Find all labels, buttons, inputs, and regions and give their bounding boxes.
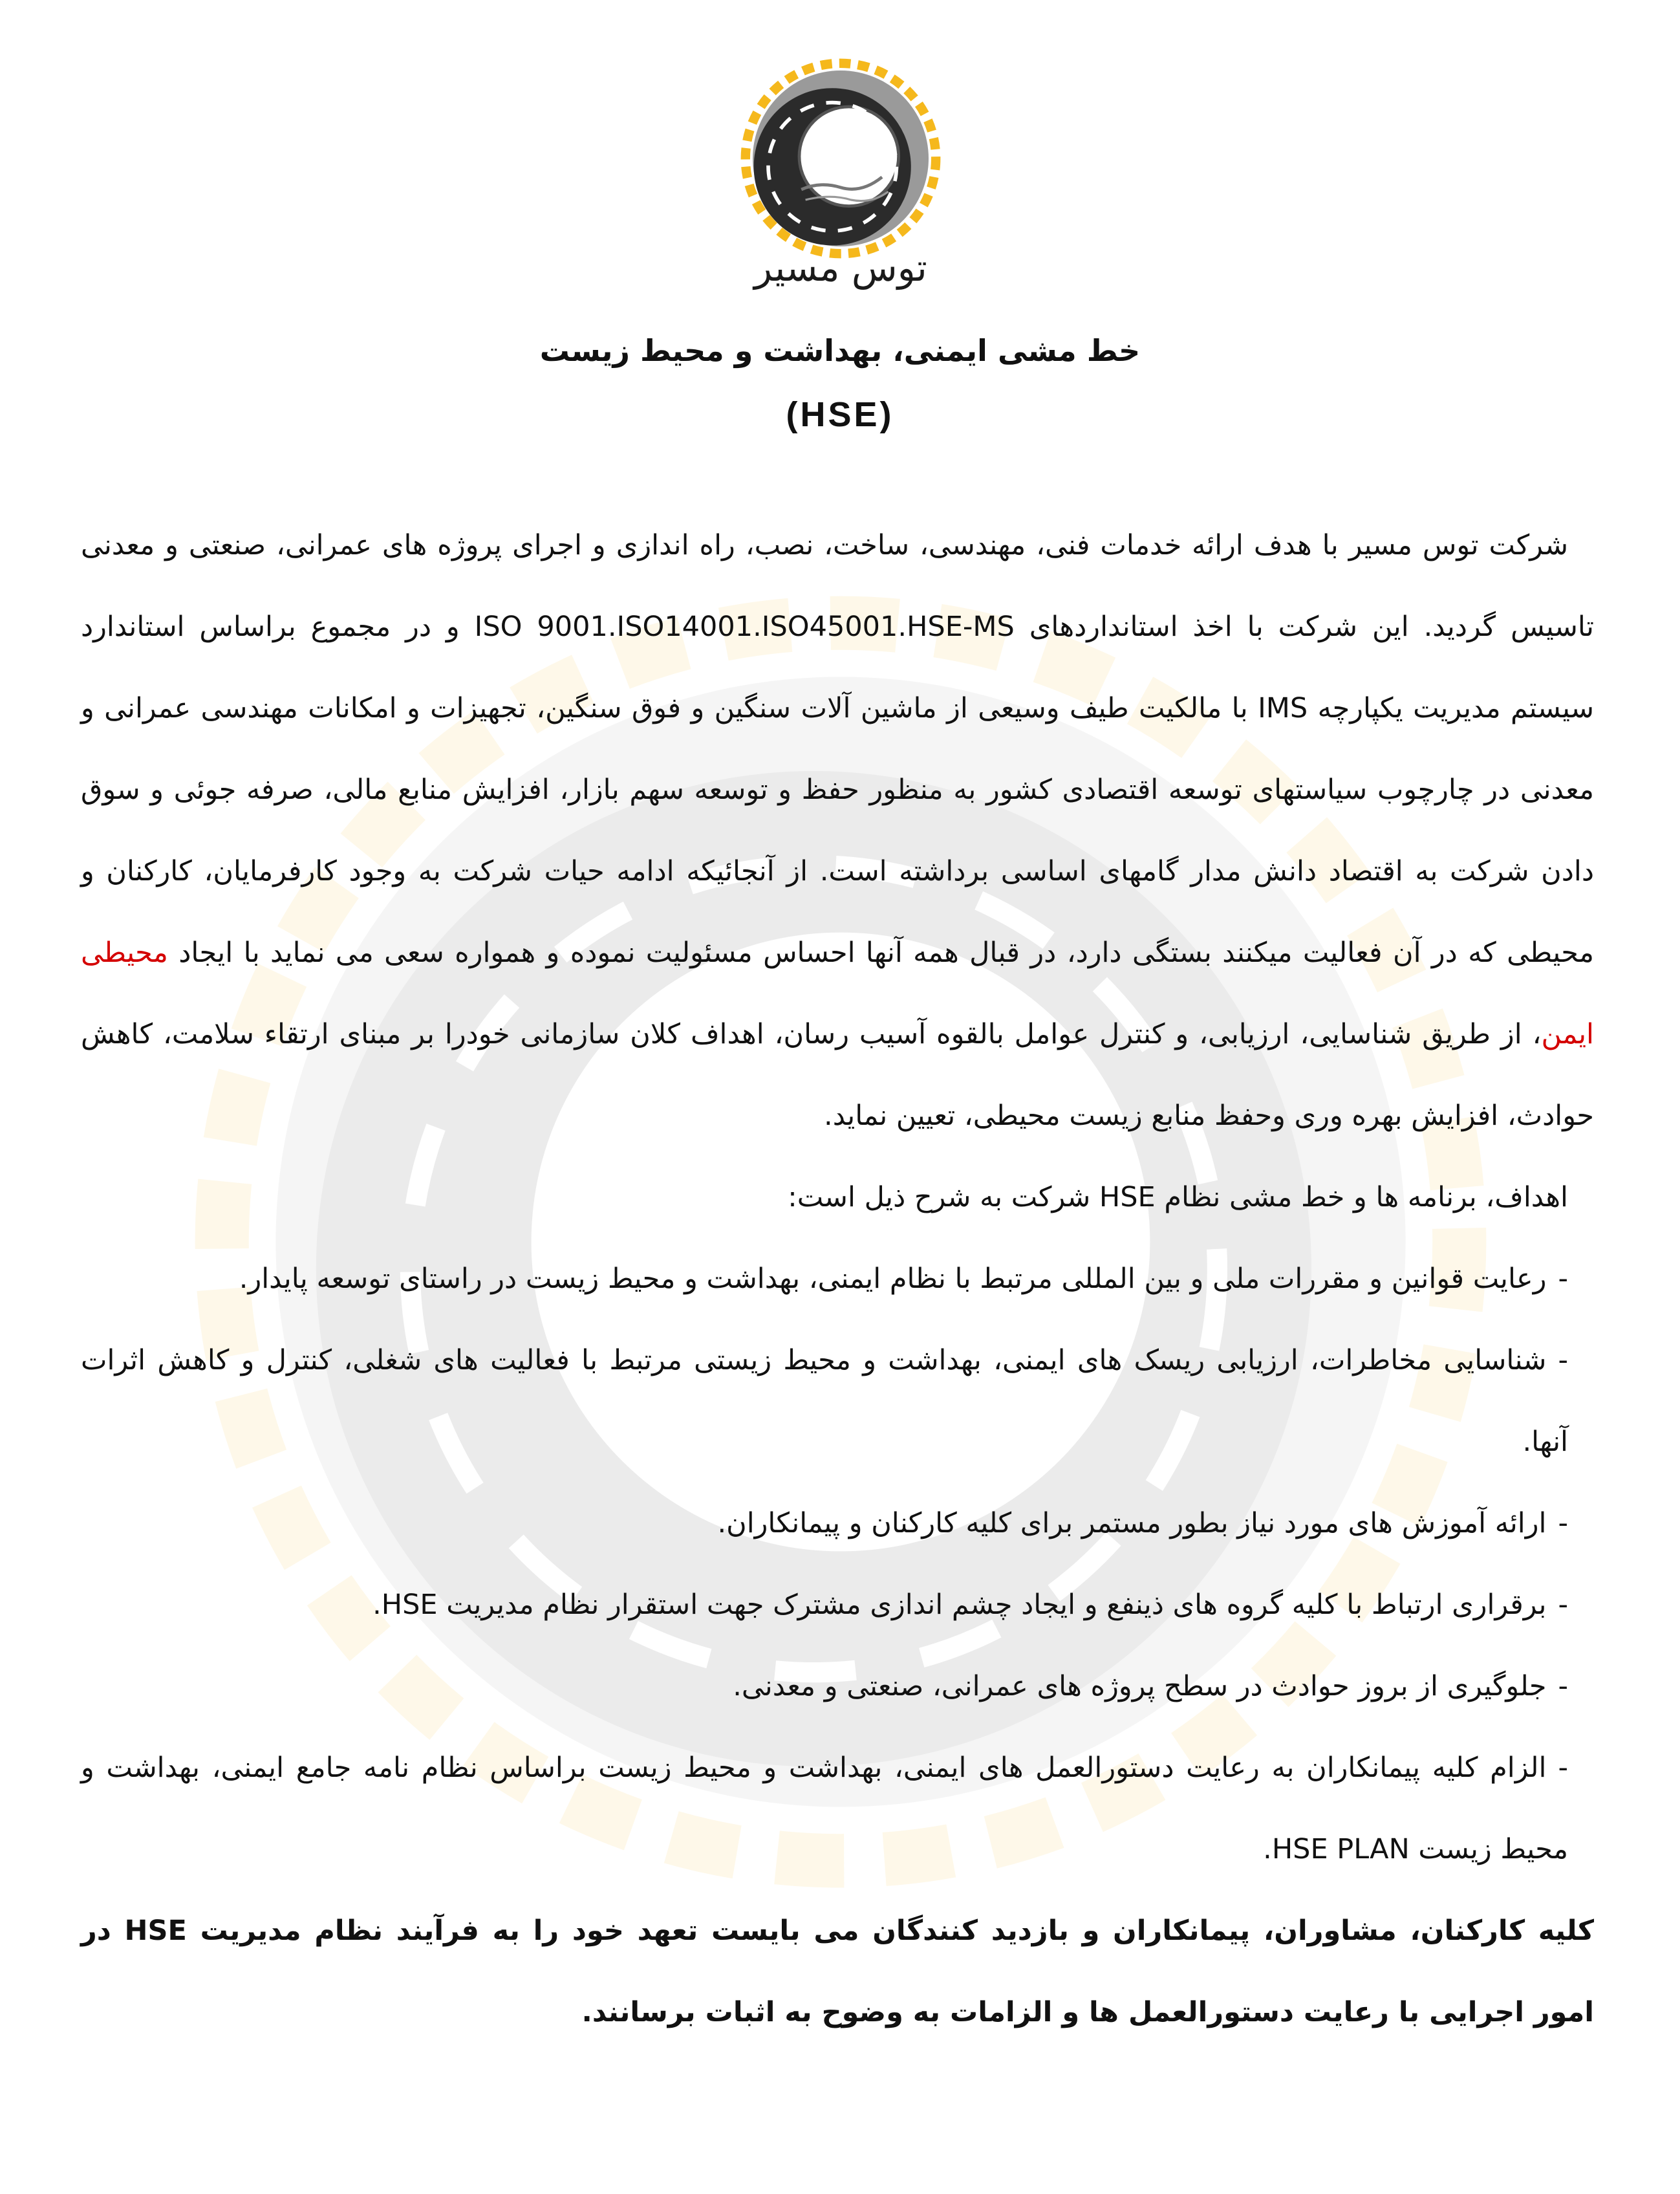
document-body [81,505,1594,2053]
goal-item [81,1238,1594,1320]
page-subtitle: (HSE) [786,395,894,434]
intro-text-3: با مالکیت طیف وسیعی از ماشین آلات سنگین و فوق سنگین، تجهیزات و امکانات مهندسی عمرانی و معدنی در چارچوب سیاستهای توسعه اقتصادی کشور به منظور حفظ و توسعه سهم بازار، افزایش منابع مالی، صرفه جوئی و سوق دادن شرکت به اقتصاد دانش مدار گامهای اساسی برداشته است. از آنجائیکه ادامه حیات شرکت به وجود کارفرمایان، کارکنان و محیطی که در آن فعالیت میکنند بستگی دارد، در قبال همه آنها احساس مسئولیت نموده و همواره سعی می نماید با ایجاد [81,692,1594,969]
intro-text-2: و در مجموع براساس استاندارد سیستم مدیریت یکپارچه [81,611,1594,724]
ims-label: IMS [1258,692,1308,724]
goals-intro: اهداف، برنامه ها و خط مشی نظام HSE شرکت به شرح ذیل است: [788,1181,1568,1213]
bullet-dash: - [1558,1589,1568,1621]
gear-road-icon [746,63,936,254]
closing-statement: کلیه کارکنان، مشاوران، پیمانکاران و بازدید کنندگان می بایست تعهد خود را به فرآیند نظام مدیریت HSE در امور اجرایی با رعایت دستورالعمل ها و الزامات به وضوح به اثبات برسانند. [81,1915,1594,2028]
page-title: خط مشی ایمنی، بهداشت و محیط زیست [539,333,1141,368]
bullet-dash: - [1558,1507,1568,1539]
goals-list [81,1238,1594,1890]
goal-text: الزام کلیه پیمانکاران به رعایت دستورالعمل های ایمنی، بهداشت و محیط زیست براساس نظام نامه جامع ایمنی، بهداشت و محیط زیست HSE PLAN. [81,1752,1568,1865]
goal-text: برقراری ارتباط با کلیه گروه های ذینفع و ایجاد چشم اندازی مشترک جهت استقرار نظام مدیریت HSE. [372,1589,1547,1621]
bullet-dash: - [1558,1670,1568,1702]
goal-text: ارائه آموزش های مورد نیاز بطور مستمر برای کلیه کارکنان و پیمانکاران. [717,1507,1547,1539]
goal-item [81,1727,1594,1890]
intro-paragraph [81,505,1594,1157]
goal-text: جلوگیری از بروز حوادث در سطح پروژه های عمرانی، صنعتی و معدنی. [733,1670,1547,1702]
goal-item [81,1646,1594,1727]
highlight-safe-environment: محیطی ایمن [81,937,1594,1050]
goal-text: رعایت قوانین و مقررات ملی و بین المللی مرتبط با نظام ایمنی، بهداشت و محیط زیست در راستای توسعه پایدار. [239,1263,1547,1295]
intro-text-1: شرکت توس مسیر با هدف ارائه خدمات فنی، مهندسی، ساخت، نصب، راه اندازی و اجرای پروژه های عمرانی، صنعتی و معدنی تاسیس گردید. این شرکت با اخذ استانداردهای [81,529,1594,643]
goal-text: شناسایی مخاطرات، ارزیابی ریسک های ایمنی، بهداشت و محیط زیستی مرتبط با فعالیت های شغلی، کنترل و کاهش اثرات آنها. [81,1344,1568,1458]
intro-text-4: ، از طریق شناسایی، ارزیابی، و کنترل عوامل بالقوه آسیب رسان، اهداف کلان سازمانی خودرا بر مبنای ارتقاء سلامت، کاهش حوادث، افزایش بهره وری وحفظ منابع زیست محیطی، تعیین نماید. [81,1018,1594,1132]
bullet-dash: - [1558,1752,1568,1784]
goal-item [81,1564,1594,1646]
bullet-dash: - [1558,1344,1568,1376]
goal-item [81,1483,1594,1564]
standards-list: ISO 9001.ISO14001.ISO45001.HSE-MS [474,611,1015,643]
bullet-dash: - [1558,1263,1568,1295]
company-logo [737,52,944,265]
goal-item [81,1320,1594,1483]
logo-wordmark: توس مسیر [754,246,927,290]
